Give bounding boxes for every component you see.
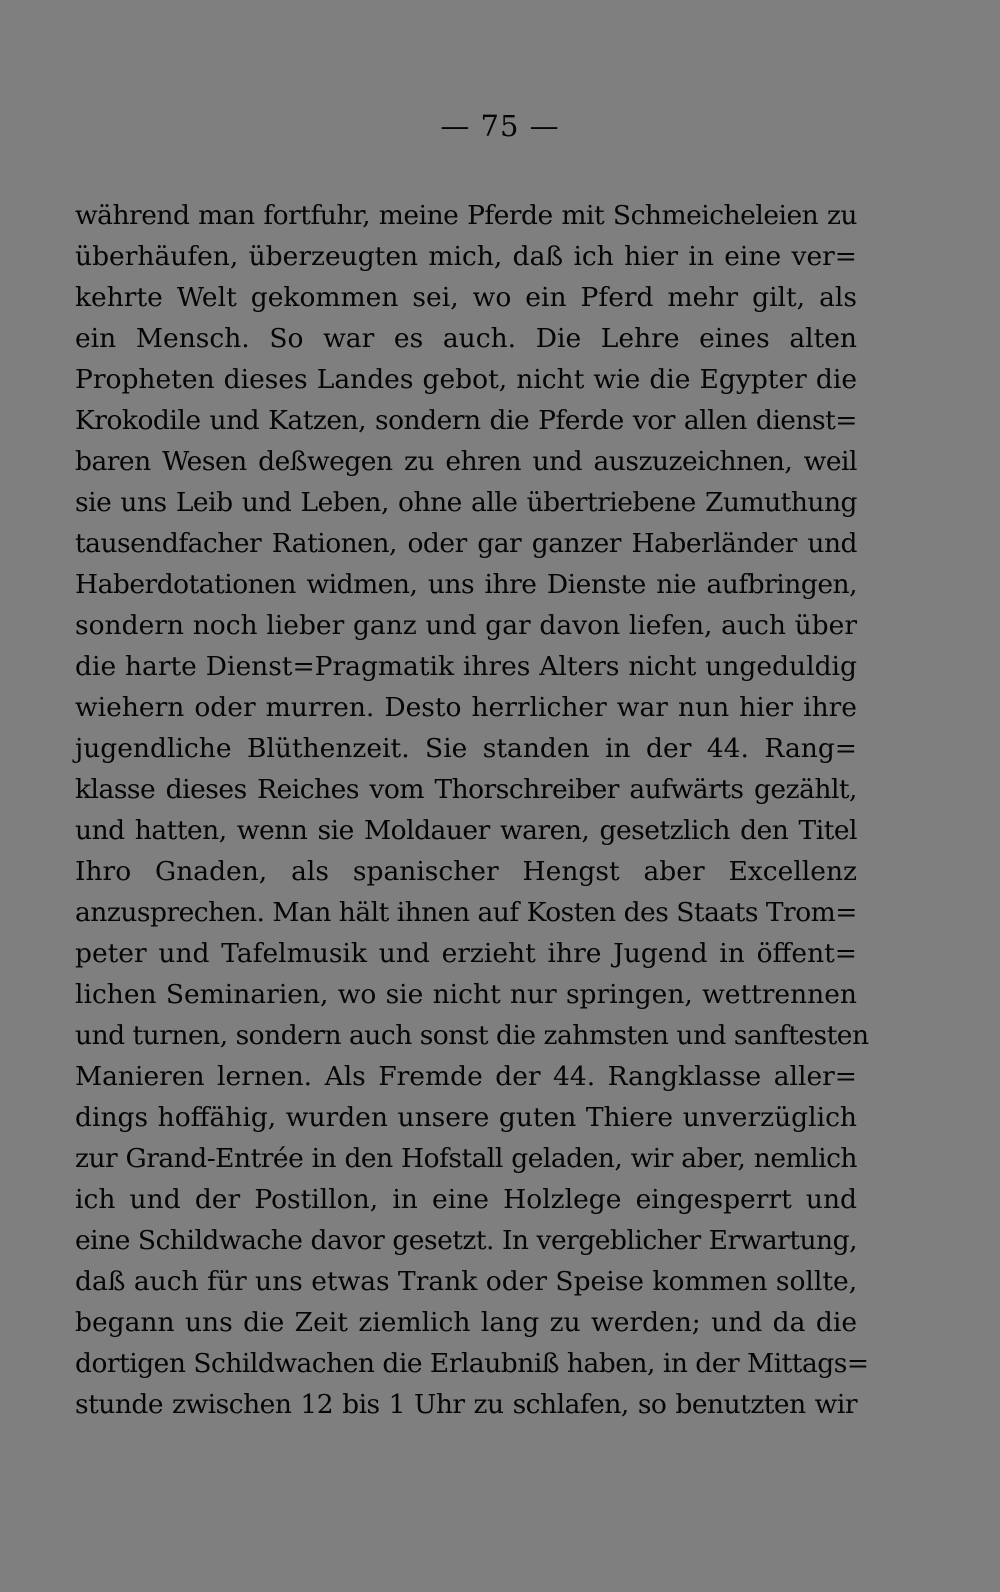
text-line: die harte Dienst=Pragmatik ihres Alters nicht ungeduldig [75, 651, 857, 682]
text-line: während man fortfuhr, meine Pferde mit Schmeicheleien zu [75, 200, 857, 231]
text-line: tausendfacher Rationen, oder gar ganzer Haberländer und [75, 528, 857, 559]
text-line: Haberdotationen widmen, uns ihre Dienste nie aufbringen, [75, 569, 857, 600]
text-line: eine Schildwache davor gesetzt. In vergeblicher Erwartung, [75, 1225, 857, 1256]
text-line: sie uns Leib und Leben, ohne alle übertriebene Zumuthung [75, 487, 857, 518]
text-line: überhäufen, überzeugten mich, daß ich hier in eine ver= [75, 241, 857, 272]
text-line: stunde zwischen 12 bis 1 Uhr zu schlafen, so benutzten wir [75, 1389, 857, 1420]
text-line: kehrte Welt gekommen sei, wo ein Pferd mehr gilt, als [75, 282, 857, 313]
text-line: zur Grand-Entrée in den Hofstall geladen, wir aber, nemlich [75, 1143, 857, 1174]
body-text [75, 195, 869, 1425]
text-line: ein Mensch. So war es auch. Die Lehre eines alten [75, 323, 857, 354]
text-line: lichen Seminarien, wo sie nicht nur springen, wettrennen [75, 979, 857, 1010]
text-line: anzusprechen. Man hält ihnen auf Kosten des Staats Trom= [75, 897, 857, 928]
text-line: peter und Tafelmusik und erzieht ihre Jugend in öffent= [75, 938, 857, 969]
text-line: sondern noch lieber ganz und gar davon liefen, auch über [75, 610, 857, 641]
text-line: dings hoffähig, wurden unsere guten Thiere unverzüglich [75, 1102, 857, 1133]
text-line: jugendliche Blüthenzeit. Sie standen in der 44. Rang= [75, 733, 857, 764]
text-line: klasse dieses Reiches vom Thorschreiber aufwärts gezählt, [75, 774, 857, 805]
text-line: begann uns die Zeit ziemlich lang zu werden; und da die [75, 1307, 857, 1338]
text-line: und turnen, sondern auch sonst die zahmsten und sanftesten [75, 1020, 869, 1051]
text-line: Manieren lernen. Als Fremde der 44. Rangklasse aller= [75, 1061, 857, 1092]
text-line: und hatten, wenn sie Moldauer waren, gesetzlich den Titel [75, 815, 857, 846]
text-line: wiehern oder murren. Desto herrlicher war nun hier ihre [75, 692, 857, 723]
text-line: Krokodile und Katzen, sondern die Pferde vor allen dienst= [75, 405, 857, 436]
text-line: dortigen Schildwachen die Erlaubniß haben, in der Mittags= [75, 1348, 869, 1379]
text-line: ich und der Postillon, in eine Holzlege eingesperrt und [75, 1184, 857, 1215]
text-line: daß auch für uns etwas Trank oder Speise kommen sollte, [75, 1266, 858, 1297]
text-line: Propheten dieses Landes gebot, nicht wie die Egypter die [75, 364, 857, 395]
page-number: — 75 — [440, 109, 560, 143]
text-line: Ihro Gnaden, als spanischer Hengst aber Excellenz [75, 856, 857, 887]
text-line: baren Wesen deßwegen zu ehren und auszuzeichnen, weil [75, 446, 857, 477]
